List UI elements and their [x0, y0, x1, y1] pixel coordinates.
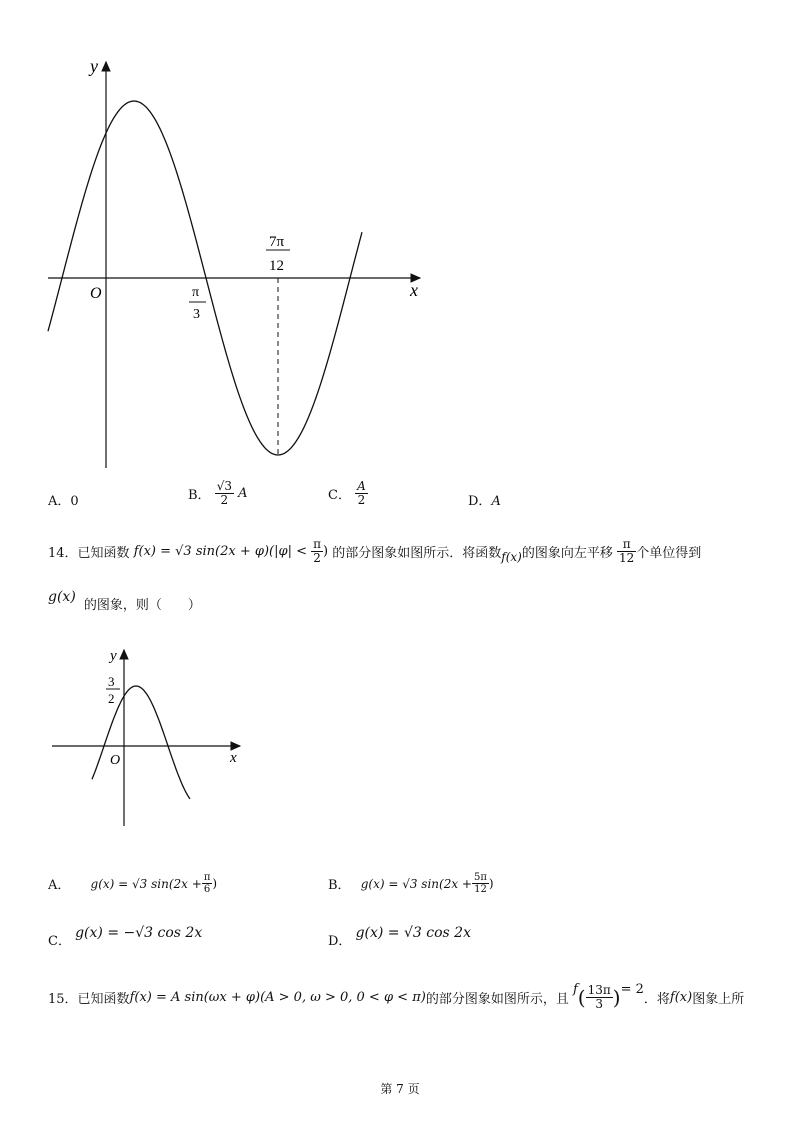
- q13-tick1-num: π: [192, 285, 200, 300]
- q13-option-d-value: A: [491, 494, 501, 509]
- q15-formula1: f(x) = A sin(ωx + φ)(A > 0, ω > 0, 0 < φ < π): [129, 990, 426, 1005]
- q14-formula3: g(x): [48, 589, 76, 605]
- q14-text1: 已知函数: [77, 546, 130, 561]
- q14-graph: [48, 644, 258, 830]
- q14-text5: 的图象，则（ ）: [83, 598, 201, 613]
- q15-number: 15．: [48, 992, 78, 1007]
- page-number: 第 7 页: [380, 1082, 420, 1096]
- q14-option-d-label: D．: [328, 934, 352, 949]
- q15-text2: 的部分图象如图所示，且: [425, 992, 569, 1007]
- q14-formula1-tail: ): [323, 544, 329, 559]
- q13-option-d-label: D．: [468, 494, 492, 509]
- q14-option-a-label: A．: [48, 878, 71, 893]
- q14-text4: 个单位得到: [636, 546, 702, 561]
- q14-option-b-formula: g(x) = √3 sin(2x +: [360, 876, 472, 891]
- q13-option-b[interactable]: [188, 480, 248, 507]
- q14-y-tick-num: 3: [108, 674, 115, 689]
- q13-tick2-num: 7π: [269, 234, 285, 250]
- q14-stem-line1: [48, 538, 701, 565]
- q15-text3: ．将: [643, 992, 670, 1007]
- q15-cond-rparen: ): [612, 985, 621, 1010]
- q13-graph: [40, 50, 440, 470]
- q15-stem-line1: [48, 984, 744, 1011]
- q14-formula1-fraction: $\frac{\pi}{2}$: [313, 537, 322, 565]
- q13-option-b-label: B．: [188, 488, 211, 503]
- q15-cond-pre: f: [572, 982, 578, 997]
- q14-stem-line2: [48, 589, 201, 613]
- q13-option-b-tail: A: [238, 486, 248, 501]
- q14-sine-curve: [92, 686, 190, 799]
- q14-option-a-fraction: $\frac{\pi}{6}$: [203, 872, 211, 895]
- q14-option-a-tail: ): [212, 876, 218, 891]
- q14-y-tick-den: 2: [108, 691, 115, 706]
- q15-cond-fraction: $\frac{13\pi}{3}$: [587, 983, 611, 1011]
- q14-text2: 的部分图象如图所示．将函数: [332, 546, 502, 561]
- q14-option-b-fraction: $\frac{5\pi}{12}$: [473, 872, 487, 895]
- q14-y-label: y: [110, 648, 117, 664]
- q15-cond-post: = 2: [620, 982, 644, 997]
- q13-option-a-value: 0: [70, 494, 79, 509]
- q13-option-a[interactable]: [48, 490, 79, 509]
- q13-tick2-den: 12: [269, 258, 284, 274]
- q14-shift-fraction: $\frac{\pi}{12}$: [619, 537, 635, 565]
- q14-option-b[interactable]: [328, 872, 494, 895]
- q14-number: 14．: [48, 546, 78, 561]
- q14-option-c-formula: g(x) = −√3 cos 2x: [75, 925, 203, 941]
- q14-option-a[interactable]: [48, 872, 217, 895]
- q13-option-b-fraction: $\frac{√3}{2}$: [216, 479, 232, 507]
- q13-option-d[interactable]: [468, 490, 501, 509]
- q14-option-b-tail: ): [488, 876, 494, 891]
- q13-option-c-label: C．: [328, 488, 351, 503]
- q14-option-b-label: B．: [328, 878, 351, 893]
- q14-x-label: x: [230, 750, 237, 766]
- q15-cond-lparen: (: [577, 985, 586, 1010]
- q14-option-c[interactable]: [48, 922, 203, 949]
- q13-option-c-fraction: $\frac{A}{2}$: [357, 479, 366, 507]
- q13-x-label: x: [410, 280, 418, 300]
- q13-tick1-den: 3: [193, 307, 200, 322]
- q14-option-c-label: C．: [48, 934, 71, 949]
- q14-formula2: f(x): [501, 550, 522, 564]
- q14-origin-label: O: [110, 753, 121, 768]
- q15-text1: 已知函数: [77, 992, 130, 1007]
- q14-text3: 的图象向左平移: [521, 546, 613, 561]
- q15-text4: 图象上所: [692, 992, 745, 1007]
- q13-y-label: y: [90, 56, 98, 76]
- q14-option-d-formula: g(x) = √3 cos 2x: [355, 925, 471, 941]
- q13-option-a-label: A．: [48, 494, 71, 509]
- q14-option-d[interactable]: [328, 922, 471, 949]
- q13-option-c[interactable]: [328, 480, 368, 507]
- q14-formula1: f(x) = √3 sin(2x + φ)(|φ| <: [133, 544, 308, 559]
- q15-formula2: f(x): [669, 990, 693, 1005]
- q14-option-a-formula: g(x) = √3 sin(2x +: [90, 876, 202, 891]
- q13-origin-label: O: [90, 285, 102, 302]
